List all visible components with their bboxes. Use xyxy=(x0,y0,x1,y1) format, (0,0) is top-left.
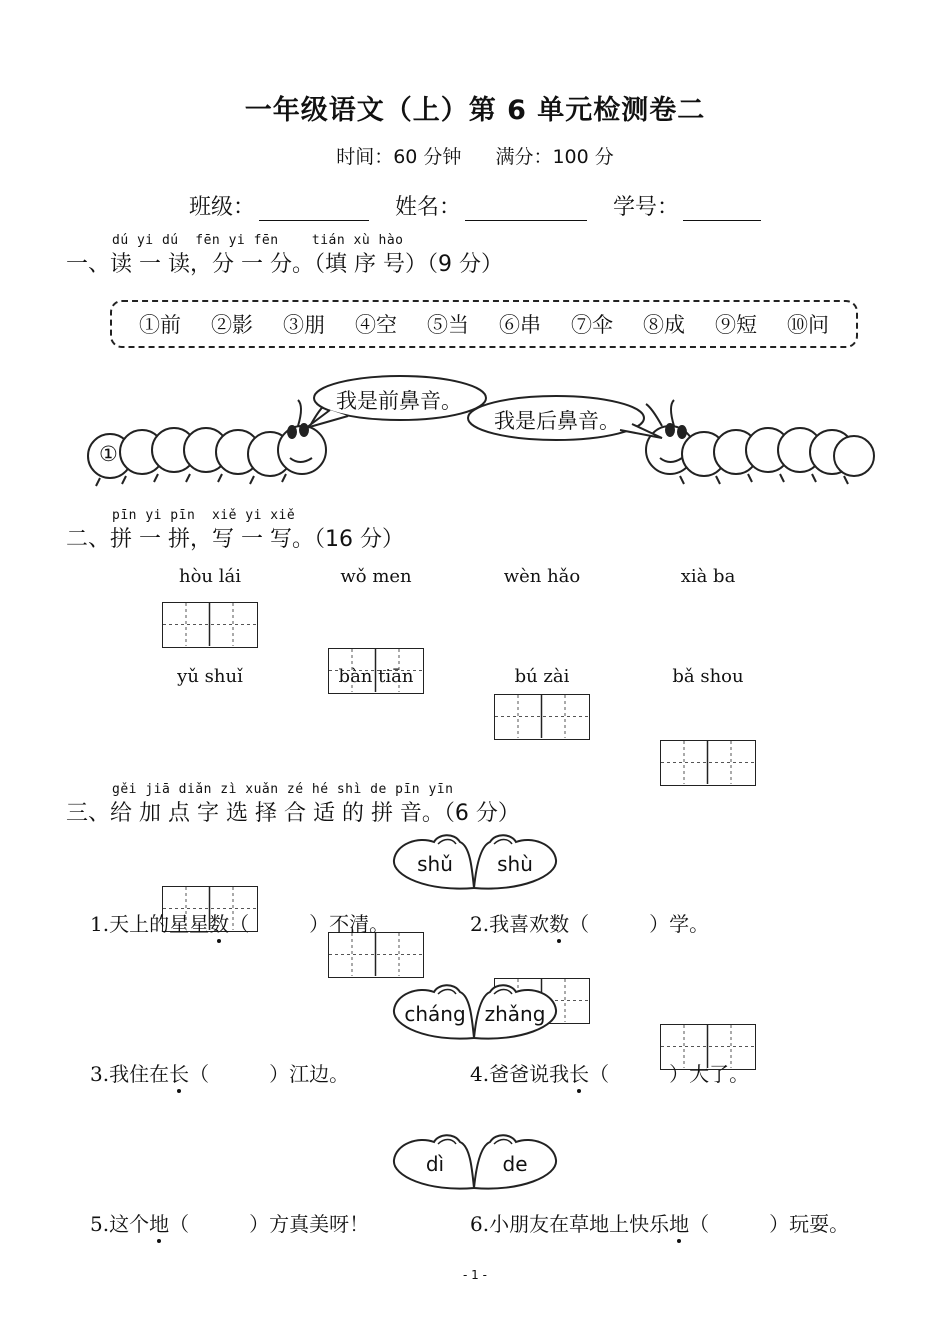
char-item: ⑧成 xyxy=(643,313,685,337)
section3-heading xyxy=(66,782,766,832)
dotted-character: 数 xyxy=(209,912,230,936)
pinyin-word-label: wǒ men xyxy=(340,566,412,587)
answer-blank[interactable]: （ ）大了。 xyxy=(589,1062,750,1086)
bubble-right-text: 我是后鼻音。 xyxy=(494,409,620,433)
student-info xyxy=(0,190,950,221)
dotted-character: 数 xyxy=(549,912,570,936)
section1-heading xyxy=(66,233,886,283)
char-item: ⑨短 xyxy=(715,313,757,337)
section3-title: 三、给 加 点 字 选 择 合 适 的 拼 音。（6 分） xyxy=(66,801,520,826)
exam-score: 满分：100 分 xyxy=(495,146,614,168)
question-text: 爸爸说我 xyxy=(489,1062,570,1086)
right-caterpillar-icon xyxy=(646,400,874,484)
char-item: ③朋 xyxy=(283,313,325,337)
grid-lines-icon xyxy=(661,741,754,784)
writing-grid-box[interactable] xyxy=(660,740,756,786)
grid-lines-icon xyxy=(495,695,588,738)
section1-title: 一、读 一 读，分 一 分。（填 序 号）（9 分） xyxy=(66,252,503,277)
id-field xyxy=(613,190,761,221)
section2-pinyin: pīn yi pīn xiě yi xiě xyxy=(112,508,296,523)
char-item: ④空 xyxy=(355,313,397,337)
pinyin-word-label: yǔ shuǐ xyxy=(177,666,243,687)
class-blank[interactable] xyxy=(259,196,369,221)
fill-in-question xyxy=(470,1208,849,1237)
dotted-character: 长 xyxy=(569,1062,590,1086)
dotted-character: 地 xyxy=(669,1212,690,1236)
question-number: 4. xyxy=(470,1062,490,1086)
question-number: 3. xyxy=(90,1062,110,1086)
answer-blank[interactable]: （ ）方真美呀！ xyxy=(169,1212,370,1236)
question-text: 我喜欢 xyxy=(489,912,550,936)
section1-pinyin: dú yi dú fēn yi fēn tián xù hào xyxy=(112,233,404,248)
question-text: 天上的星星 xyxy=(109,912,210,936)
pinyin-word-label: bǎ shou xyxy=(672,666,744,687)
question-number: 5. xyxy=(90,1212,110,1236)
fill-in-question xyxy=(470,908,709,937)
dotted-character: 地 xyxy=(149,1212,170,1236)
bubble-left-text: 我是前鼻音。 xyxy=(336,389,462,413)
char-item: ①前 xyxy=(139,313,181,337)
pinyin-option: dì xyxy=(425,1152,445,1176)
section3-pinyin: gěi jiā diǎn zì xuǎn zé hé shì de pīn yīn xyxy=(112,782,454,797)
character-list xyxy=(110,300,858,348)
id-blank[interactable] xyxy=(683,196,761,221)
pinyin-option: de xyxy=(502,1152,528,1176)
char-item: ⑦伞 xyxy=(571,313,613,337)
char-item: ⑩问 xyxy=(787,313,829,337)
answer-blank[interactable]: （ ）玩耍。 xyxy=(689,1212,850,1236)
writing-grid-box[interactable] xyxy=(162,602,258,648)
char-item: ⑤当 xyxy=(427,313,469,337)
question-number: 6. xyxy=(470,1212,490,1236)
question-number: 2. xyxy=(470,912,490,936)
name-blank[interactable] xyxy=(465,196,587,221)
pinyin-word-label: bú zài xyxy=(514,666,570,687)
answer-blank[interactable]: （ ）不清。 xyxy=(229,912,390,936)
page-number: - 1 - xyxy=(463,1268,487,1282)
char-item: ⑥串 xyxy=(499,313,541,337)
grid-lines-icon xyxy=(329,933,422,976)
page-title: 一年级语文（上）第 6 单元检测卷二 xyxy=(244,95,706,126)
question-text: 我住在 xyxy=(109,1062,170,1086)
answer-blank[interactable]: （ ）学。 xyxy=(569,912,710,936)
pinyin-option: zhǎng xyxy=(484,1002,546,1026)
answer-blank[interactable]: （ ）江边。 xyxy=(189,1062,350,1086)
pinyin-word-label: hòu lái xyxy=(179,566,241,587)
fill-in-question xyxy=(470,1058,749,1087)
pinyin-option: cháng xyxy=(404,1002,466,1026)
fill-in-question xyxy=(90,1208,369,1237)
pinyin-option: shù xyxy=(497,852,533,876)
writing-grid-box[interactable] xyxy=(494,694,590,740)
class-label: 班级： xyxy=(188,195,255,220)
section2-heading xyxy=(66,508,666,558)
class-field xyxy=(189,190,369,221)
fill-in-question xyxy=(90,1058,349,1087)
fill-in-question xyxy=(90,908,389,937)
caterpillar-label: ① xyxy=(99,442,118,466)
caterpillar-illustration xyxy=(80,368,880,498)
left-caterpillar-icon xyxy=(88,400,326,486)
grid-lines-icon xyxy=(163,603,256,646)
name-field xyxy=(395,190,587,221)
pinyin-option: shǔ xyxy=(417,852,453,876)
section2-title: 二、拼 一 拼，写 一 写。（16 分） xyxy=(66,527,404,552)
question-text: 小朋友在草地上快乐 xyxy=(489,1212,670,1236)
pinyin-word-label: bàn tiān xyxy=(338,666,414,687)
question-number: 1. xyxy=(90,912,110,936)
dotted-character: 长 xyxy=(169,1062,190,1086)
question-text: 这个 xyxy=(109,1212,150,1236)
exam-meta xyxy=(0,142,950,169)
exam-time: 时间：60 分钟 xyxy=(336,146,462,168)
writing-grid-box[interactable] xyxy=(328,932,424,978)
pinyin-word-label: wèn hǎo xyxy=(503,566,581,587)
char-item: ②影 xyxy=(211,313,253,337)
pinyin-word-label: xià ba xyxy=(680,566,736,587)
name-label: 姓名： xyxy=(394,195,461,220)
id-label: 学号： xyxy=(613,195,680,220)
